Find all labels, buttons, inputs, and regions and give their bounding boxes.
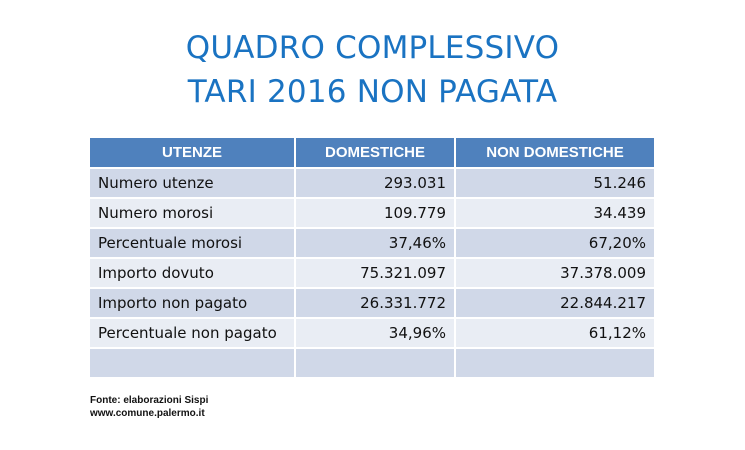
title-line-1: QUADRO COMPLESSIVO bbox=[185, 30, 560, 66]
cell-non-domestiche: 61,12% bbox=[456, 319, 654, 349]
table-row bbox=[90, 229, 654, 259]
table-row-empty bbox=[90, 349, 654, 379]
cell-domestiche: 34,96% bbox=[296, 319, 456, 349]
row-label: Importo dovuto bbox=[90, 259, 296, 289]
header-utenze: UTENZE bbox=[90, 138, 296, 169]
header-domestiche: DOMESTICHE bbox=[296, 138, 456, 169]
source-line-2: www.comune.palermo.it bbox=[90, 408, 205, 419]
cell-non-domestiche: 51.246 bbox=[456, 169, 654, 199]
header-non-domestiche: NON DOMESTICHE bbox=[456, 138, 654, 169]
cell-non-domestiche: 67,20% bbox=[456, 229, 654, 259]
summary-table bbox=[90, 138, 654, 379]
cell-non-domestiche: 22.844.217 bbox=[456, 289, 654, 319]
row-label: Numero morosi bbox=[90, 199, 296, 229]
source-line-1: Fonte: elaborazioni Sispi bbox=[90, 395, 209, 406]
row-label: Percentuale non pagato bbox=[90, 319, 296, 349]
cell-domestiche: 293.031 bbox=[296, 169, 456, 199]
cell-domestiche bbox=[296, 349, 456, 379]
cell-domestiche: 37,46% bbox=[296, 229, 456, 259]
cell-domestiche: 109.779 bbox=[296, 199, 456, 229]
title-line-2: TARI 2016 NON PAGATA bbox=[187, 74, 558, 110]
row-label: Importo non pagato bbox=[90, 289, 296, 319]
table-row bbox=[90, 169, 654, 199]
cell-non-domestiche bbox=[456, 349, 654, 379]
row-label bbox=[90, 349, 296, 379]
table-row bbox=[90, 289, 654, 319]
source-note bbox=[90, 394, 208, 420]
page-title bbox=[0, 26, 745, 114]
cell-non-domestiche: 37.378.009 bbox=[456, 259, 654, 289]
row-label: Percentuale morosi bbox=[90, 229, 296, 259]
cell-non-domestiche: 34.439 bbox=[456, 199, 654, 229]
table-header-row bbox=[90, 138, 654, 169]
row-label: Numero utenze bbox=[90, 169, 296, 199]
cell-domestiche: 75.321.097 bbox=[296, 259, 456, 289]
cell-domestiche: 26.331.772 bbox=[296, 289, 456, 319]
table-row bbox=[90, 199, 654, 229]
table-row bbox=[90, 259, 654, 289]
table-row bbox=[90, 319, 654, 349]
